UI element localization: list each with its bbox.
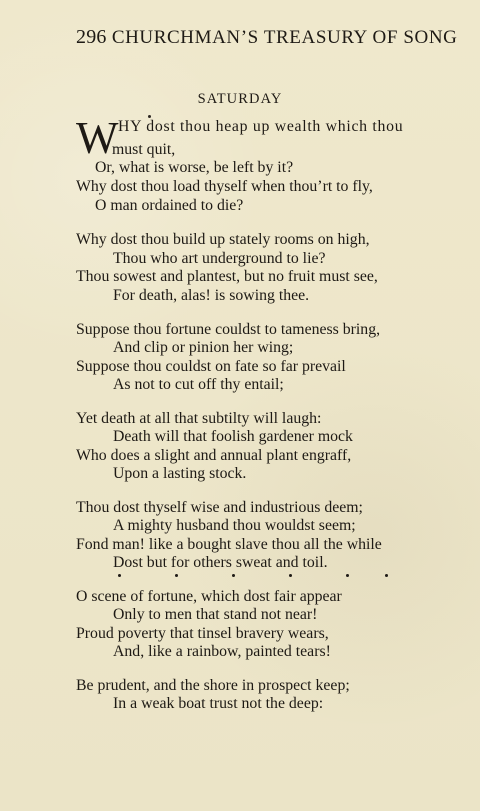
poem-line: And clip or pinion her wing; xyxy=(113,339,294,356)
poem-line: Yet death at all that subtilty will laugh: xyxy=(76,410,322,427)
poem-line: Dost but for others sweat and toil. xyxy=(113,554,328,571)
poem-line: Why dost thou build up stately rooms on high, xyxy=(76,231,370,248)
poem-line: Only to men that stand not near! xyxy=(113,606,318,623)
drop-cap: W xyxy=(76,113,118,163)
poem-line: Or, what is worse, be left by it? xyxy=(95,159,294,176)
poem-line: HY dost thou heap up wealth which thou xyxy=(118,118,404,135)
omission-dot-icon xyxy=(118,574,121,577)
poem-line: Suppose thou fortune couldst to tameness bring, xyxy=(76,321,381,338)
section-title: SATURDAY xyxy=(197,91,283,107)
omission-dots xyxy=(118,574,398,582)
poem-line: Thou sowest and plantest, but no fruit must see, xyxy=(76,268,378,285)
omission-dot-icon xyxy=(385,574,388,577)
omission-dot-icon xyxy=(346,574,349,577)
poem-line: For death, alas! is sowing thee. xyxy=(113,287,310,304)
poem-line: Fond man! like a bought slave thou all the while xyxy=(76,536,382,553)
poem-line: Thou who art underground to lie? xyxy=(113,250,326,267)
poem-line: Suppose thou couldst on fate so far prevail xyxy=(76,358,346,375)
poem-line: Thou dost thyself wise and industrious deem; xyxy=(76,499,363,516)
poem-line: Why dost thou load thyself when thou’rt to fly, xyxy=(76,178,373,195)
page-number: 296 xyxy=(76,26,107,48)
omission-dot-icon xyxy=(232,574,235,577)
poem-line: A mighty husband thou wouldst seem; xyxy=(113,517,356,534)
poem-line: O man ordained to die? xyxy=(95,197,244,214)
poem-line: Proud poverty that tinsel bravery wears, xyxy=(76,625,329,642)
poem-line: Death will that foolish gardener mock xyxy=(113,428,353,445)
poem-line: Upon a lasting stock. xyxy=(113,465,247,482)
poem-line: Who does a slight and annual plant engraff, xyxy=(76,447,352,464)
running-title: CHURCHMAN’S TREASURY OF SONG xyxy=(111,27,458,48)
poem-line: O scene of fortune, which dost fair appear xyxy=(76,588,342,605)
running-head xyxy=(76,27,456,47)
poem-line: And, like a rainbow, painted tears! xyxy=(113,643,331,660)
poem-line: must quit, xyxy=(112,141,176,158)
omission-dot-icon xyxy=(175,574,178,577)
poem-line: As not to cut off thy entail; xyxy=(113,376,284,393)
poem-line: Be prudent, and the shore in prospect keep; xyxy=(76,677,350,694)
omission-dot-icon xyxy=(289,574,292,577)
poem-line: In a weak boat trust not the deep: xyxy=(113,695,324,712)
